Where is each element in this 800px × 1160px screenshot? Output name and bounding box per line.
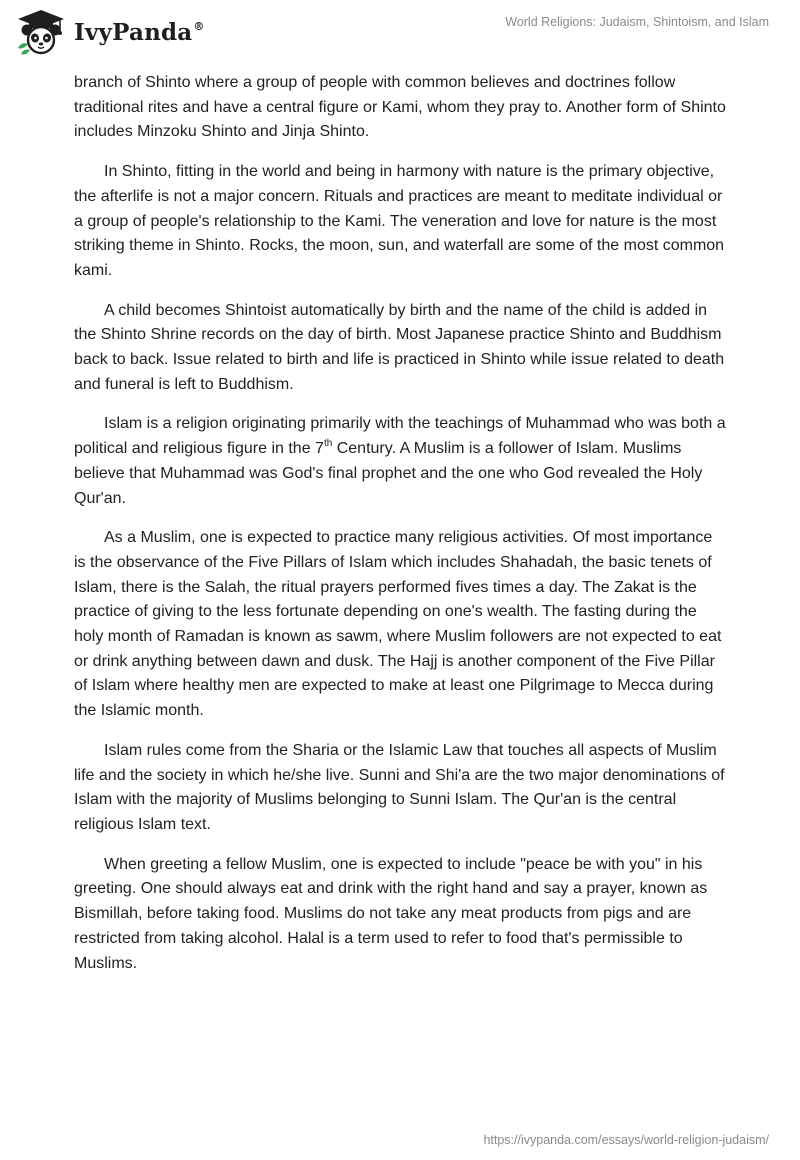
brand-name: IvyPanda® [74,18,205,46]
paragraph: Islam rules come from the Sharia or the Islamic Law that touches all aspects of Muslim life and the society in which he/she live. Sunni and Shi'a are the two major denominations of Islam with the majority of Muslims belonging to Sunni Islam. The Qur'an is the central religious Islam text. [74,741,725,833]
ivypanda-logo[interactable] [14,8,205,56]
essay-body [74,71,726,991]
paragraph: In Shinto, fitting in the world and being in harmony with nature is the primary objective, the afterlife is not a major concern. Rituals and practices are meant to meditate individual or a group of people's relationship to the Kami. The veneration and love for nature is the most striking theme in Shinto. Rocks, the moon, sun, and waterfall are some of the most common kami. [74,163,725,279]
paragraph: Islam is a religion originating primarily with the teachings of Muhammad who was both a political and religious figure in the 7th Century. A Muslim is a follower of Islam. Muslims believe that Muhammad was God's final prophet and the one who God revealed the Holy Qur'an. [74,415,726,507]
trademark: ® [193,19,205,33]
superscript: th [323,438,333,450]
paragraph: branch of Shinto where a group of people with common believes and doctrines follow traditional rites and have a central figure or Kami, whom they pray to. Another form of Shinto includes Minzoku Shinto and Jinja Shinto. [74,74,726,141]
paragraph: As a Muslim, one is expected to practice many religious activities. Of most importance is the observance of the Five Pillars of Islam which includes Shahadah, the basic tenets of Islam, there is the Salah, the ritual prayers performed fives times a day. The Zakat is the practice of giving to the less fortunate depending on one's wealth. The fasting during the holy month of Ramadan is known as sawm, where Muslim followers are not expected to eat or drink anything between dawn and dusk. The Hajj is another component of the Five Pillar of Islam where healthy men are expected to make at least one Pilgrimage to Mecca during the Islamic month. [74,529,722,720]
source-url[interactable]: https://ivypanda.com/essays/world-religion-judaism/ [483,1133,769,1147]
paragraph: When greeting a fellow Muslim, one is expected to include "peace be with you" in his greeting. One should always eat and drink with the right hand and say a prayer, known as Bismillah, before taking food. Muslims do not take any meat products from pigs and are restricted from taking alcohol. Halal is a term used to refer to food that's permissible to Muslims. [74,855,708,972]
panda-graduation-cap-icon [14,8,68,56]
page-header [0,0,800,66]
paragraph: A child becomes Shintoist automatically by birth and the name of the child is added in the Shinto Shrine records on the day of birth. Most Japanese practice Shinto and Buddhism back to back. Issue related to birth and life is practiced in Shinto while issue related to death and funeral is left to Buddhism. [74,301,725,393]
document-title: World Religions: Judaism, Shintoism, and Islam [505,15,769,29]
